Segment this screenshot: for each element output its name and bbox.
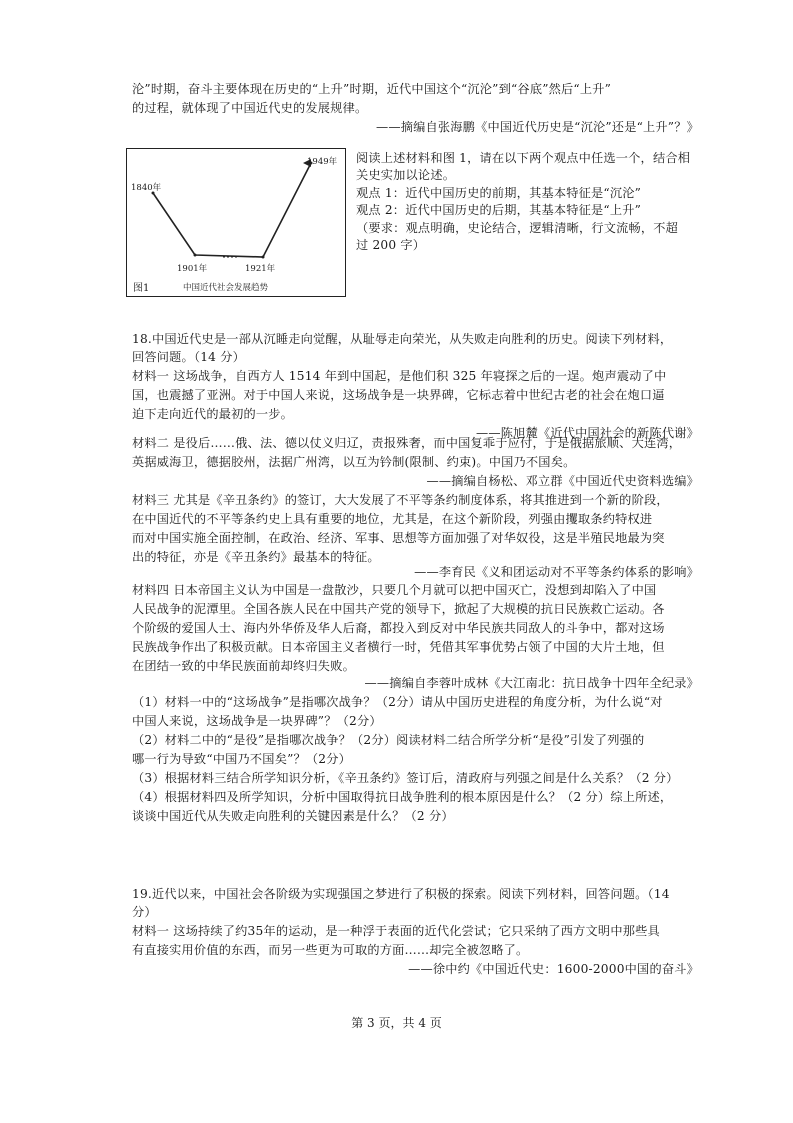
question-18-stem: 18.中国近代史是一部从沉睡走向觉醒，从耻辱走向荣光，从失败走向胜利的历史。阅读下列材料， [132, 332, 673, 346]
material-4: 人民战争的泥潭里。全国各族人民在中国共产党的领导下，掀起了大规模的抗日民族救亡运动。各 [132, 602, 665, 616]
material-4: 个阶级的爱国人士、海内外华侨及华人后裔，都投入到反对中华民族共同敌人的斗争中，都对这场 [132, 621, 665, 635]
sub-question-4: 谈谈中国近代从失败走向胜利的关键因素是什么？（2 分） [132, 809, 454, 823]
figure-1 [126, 148, 346, 297]
material-4: 材料四 日本帝国主义认为中国是一盘散沙，只要几个月就可以把中国灭亡，没想到却陷入了中国 [132, 583, 657, 597]
figure-caption-text: 中国近代社会发展趋势 [183, 283, 269, 293]
material-2: 材料二 是役后……俄、法、德以仗义归辽，责报殊奢，而中国复乖于应付，于是俄据旅顺、大连湾， [132, 436, 682, 450]
trend-line-chart [127, 149, 347, 298]
material-1: 国，也震撼了亚洲。对于中国人来说，这场战争是一块界碑，它标志着中世纪古老的社会在炮口逼 [132, 388, 665, 402]
figure-label-1921: 1921年 [245, 264, 276, 274]
material-1-source: ——陈旭麓《近代中国社会的新陈代谢》 [476, 426, 699, 440]
material-3: 在中国近代的不平等条约史上具有重要的地位，尤其是，在这个新阶段，列强由攫取条约特权进 [132, 512, 653, 526]
q19-material-1-source: ——徐中约《中国近代史：1600-2000中国的奋斗》 [408, 962, 699, 976]
question-19-stem: 分） [132, 905, 157, 919]
page-number: 第 3 页，共 4 页 [351, 1016, 442, 1030]
q19-material-1: 有直接实用价值的东西，而另一些更为可取的方面……却完全被忽略了。 [132, 943, 529, 957]
viewpoint-2: 观点 2：近代中国历史的后期，其基本特征是“上升” [356, 203, 642, 217]
intro-line: 的过程，就体现了中国近代史的发展规律。 [132, 101, 368, 115]
material-3-source: ——李育民《义和团运动对不平等条约体系的影响》 [414, 565, 699, 579]
intro-source: ——摘编自张海鹏《中国近代历史是“沉沦”还是“上升”？》 [375, 120, 699, 134]
figure-label-1949: 1949年 [307, 157, 338, 167]
sub-question-1: 中国人来说，这场战争是一块界碑”？（2分） [132, 714, 382, 728]
sub-question-4: （4）根据材料四及所学知识，分析中国取得抗日战争胜利的根本原因是什么？（2 分）综上所述， [132, 790, 673, 804]
figure-text-line: 关史实加以论述。 [356, 168, 456, 182]
figure-caption-number: 图1 [133, 283, 150, 294]
material-3: 材料三 尤其是《辛丑条约》的签订，大大发展了不平等条约制度体系，将其推进到一个新的阶段， [132, 493, 669, 507]
sub-question-1: （1）材料一中的“这场战争”是指哪次战争？（2分）请从中国历史进程的角度分析，为什么说“对 [132, 695, 663, 709]
material-2: 英据威海卫，德据胶州，法据广州湾，以互为钤制(限制、约束)。中国乃不国矣。 [132, 455, 576, 469]
material-1: 材料一 这场战争，自西方人 1514 年到中国起，是他们积 325 年寝探之后的一逞。炮声震动了中 [132, 369, 667, 383]
material-2-source: ——摘编自杨松、邓立群《中国近代史资料选编》 [426, 474, 699, 488]
requirements: （要求：观点明确，史论结合，逻辑清晰，行文流畅，不超 [356, 221, 679, 235]
q19-material-1: 材料一 这场持续了约35年的运动，是一种浮于表面的近代化尝试；它只采纳了西方文明中那些具 [132, 924, 660, 938]
figure-text-line: 阅读上述材料和图 1，请在以下两个观点中任选一个，结合相 [356, 151, 691, 165]
question-19-stem: 19.近代以来，中国社会各阶级为实现强国之梦进行了积极的探索。阅读下列材料，回答问题。（14 [132, 887, 670, 901]
figure-label-1901: 1901年 [177, 264, 208, 274]
sub-question-2: （2）材料二中的“是役”是指哪次战争？（2分）阅读材料二结合所学分析“是役”引发了列强的 [132, 733, 645, 747]
sub-question-3: （3）根据材料三结合所学知识分析，《辛丑条约》签订后，清政府与列强之间是什么关系？（2 分） [132, 771, 679, 785]
sub-question-2: 哪一行为导致“中国乃不国矣”？（2分） [132, 752, 352, 766]
material-4-source: ——摘编自李蓉叶成林《大江南北：抗日战争十四年全纪录》 [364, 676, 699, 690]
material-3: 而对中国实施全面控制，在政治、经济、军事、思想等方面加强了对华奴役，这是半殖民地最为突 [132, 531, 665, 545]
viewpoint-1: 观点 1：近代中国历史的前期，其基本特征是“沉沦” [356, 186, 642, 200]
question-18-stem: 回答问题。（14 分） [132, 350, 245, 364]
requirements: 过 200 字） [356, 238, 426, 252]
material-4: 在团结一致的中华民族面前却终归失败。 [132, 659, 355, 673]
material-1: 迫下走向近代的最初的一步。 [132, 407, 294, 421]
figure-label-1840: 1840年 [131, 183, 162, 193]
material-3: 出的特征，亦是《辛丑条约》最基本的特征。 [132, 550, 380, 564]
intro-line: 沦”时期，奋斗主要体现在历史的“上升”时期，近代中国这个“沉沦”到“谷底”然后“上升” [132, 82, 612, 96]
material-4: 民族战争作出了积极贡献。日本帝国主义者横行一时，凭借其军事优势占领了中国的大片土地，但 [132, 640, 665, 654]
